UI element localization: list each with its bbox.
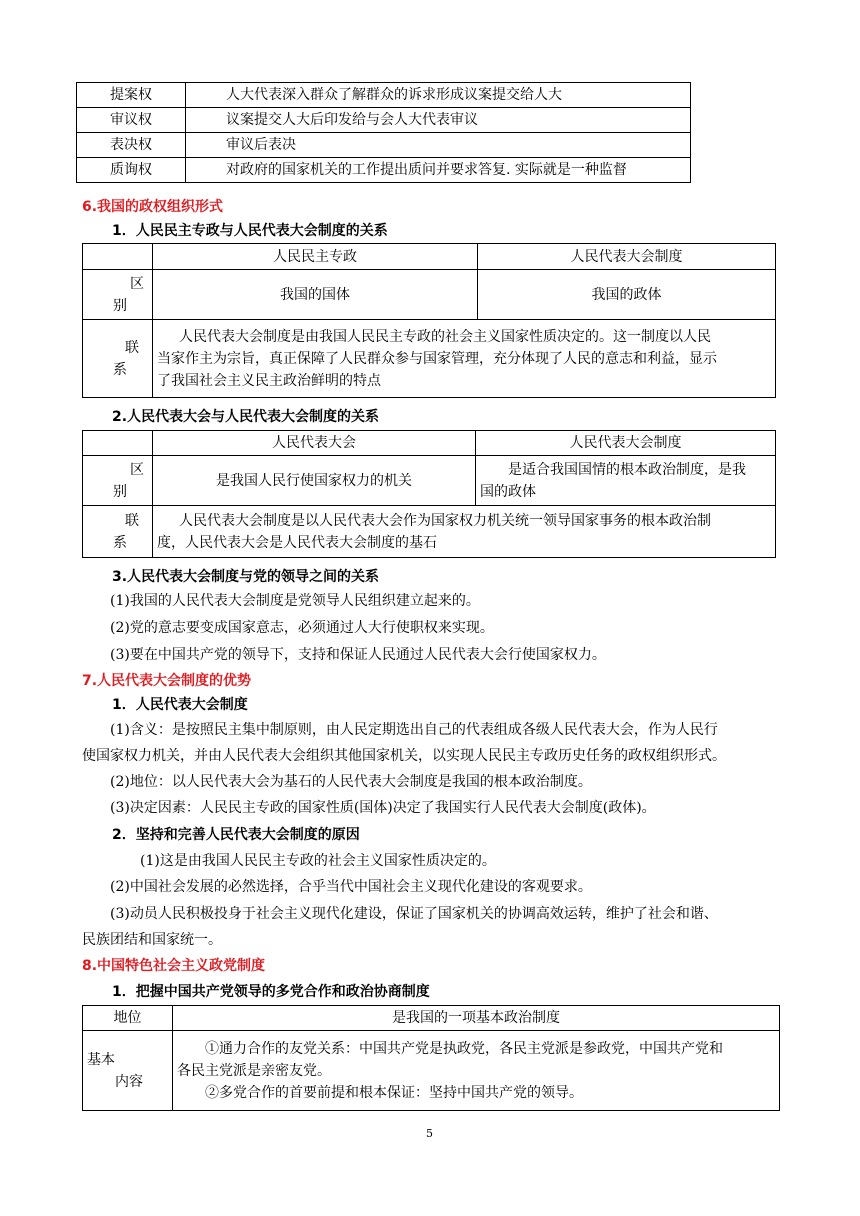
row-label-relation: 联 系 [83,506,153,558]
relation-text: 人民代表大会制度是由我国人民民主专政的社会主义国家性质决定的。这一制度以人民 当家作主为宗旨，真正保障了人民群众参与国家管理，充分体现了人民的意志和利益，显示 了我国社会主义民主政治鲜明的特点 [153,320,776,398]
row-label-difference: 区 别 [83,270,153,320]
row-label-relation: 联 系 [83,320,153,398]
table-row [77,158,691,183]
table-row [83,506,776,558]
cell-value: 是我国的一项基本政治制度 [173,1006,780,1031]
section-8-heading: 8.中国特色社会主义政党制度 [82,958,266,974]
cell-value: 我国的国体 [153,270,478,320]
power-desc: 审议后表决 [186,133,691,158]
power-desc: 对政府的国家机关的工作提出质问并要求答复. 实际就是一种监督 [186,158,691,183]
row-label-content: 基本 内容 [83,1031,173,1111]
row-label-difference: 区 别 [83,456,153,506]
paragraph: (2)党的意志要变成国家意志，必须通过人大行使职权来实现。 [110,620,494,636]
sec6-sub2-heading: 2.人民代表大会与人民代表大会制度的关系 [112,409,380,425]
table-row [77,83,691,108]
section-6-heading: 6.我国的政权组织形式 [82,199,224,215]
paragraph: (2)中国社会发展的必然选择，合乎当代中国社会主义现代化建设的客观要求。 [110,879,592,895]
table-row [83,456,776,506]
power-desc: 议案提交人大后印发给与会人大代表审议 [186,108,691,133]
cell-value: 是适合我国国情的根本政治制度，是我 国的政体 [476,456,776,506]
paragraph: (3)要在中国共产党的领导下，支持和保证人民通过人民代表大会行使国家权力。 [110,647,606,663]
table-header-row [83,244,776,270]
section-7-heading: 7.人民代表大会制度的优势 [82,673,252,689]
table-row [83,320,776,398]
table-row [83,1006,780,1031]
sec6-sub3-heading: 3.人民代表大会制度与党的领导之间的关系 [112,569,380,585]
powers-table [76,82,691,183]
paragraph: (1)含义：是按照民主集中制原则，由人民定期选出自己的代表组成各级人民代表大会，作为人民行 [110,722,718,738]
cell-value: 我国的政体 [478,270,776,320]
dictatorship-vs-congress-table [82,243,776,398]
power-name: 提案权 [77,83,186,108]
sec7-sub1-heading: 1．人民代表大会制度 [112,697,248,713]
content-text: ①通力合作的友党关系：中国共产党是执政党，各民主党派是参政党，中国共产党和 各民主党派是亲密友党。 ②多党合作的首要前提和根本保证：坚持中国共产党的领导。 [173,1031,780,1111]
paragraph: 民族团结和国家统一。 [82,932,222,948]
sec6-sub1-heading: 1．人民民主专政与人民代表大会制度的关系 [112,223,388,239]
sec7-sub2-heading: 2．坚持和完善人民代表大会制度的原因 [112,827,360,843]
paragraph: (2)地位：以人民代表大会为基石的人民代表大会制度是我国的根本政治制度。 [110,774,592,790]
paragraph: (3)决定因素：人民民主专政的国家性质(国体)决定了我国实行人民代表大会制度(政体)。 [110,800,656,816]
table-header-row [83,431,776,456]
congress-vs-system-table [82,430,776,558]
column-header: 人民代表大会 [153,431,476,456]
power-name: 质询权 [77,158,186,183]
power-name: 审议权 [77,108,186,133]
paragraph: (1)这是由我国人民民主专政的社会主义国家性质决定的。 [140,853,496,869]
column-header: 人民代表大会制度 [476,431,776,456]
table-row [83,1031,780,1111]
cell-value: 是我国人民行使国家权力的机关 [153,456,476,506]
column-header: 人民民主专政 [153,244,478,270]
paragraph: (1)我国的人民代表大会制度是党领导人民组织建立起来的。 [110,593,480,609]
power-desc: 人大代表深入群众了解群众的诉求形成议案提交给人大 [186,83,691,108]
paragraph: (3)动员人民积极投身于社会主义现代化建设，保证了国家机关的协调高效运转，维护了社会和谐、 [110,906,718,922]
table-row [77,133,691,158]
column-header: 人民代表大会制度 [478,244,776,270]
power-name: 表决权 [77,133,186,158]
table-row [83,270,776,320]
paragraph: 使国家权力机关，并由人民代表大会组织其他国家机关，以实现人民民主专政历史任务的政权组织形式。 [82,748,726,764]
page-number: 5 [426,1127,433,1140]
relation-text: 人民代表大会制度是以人民代表大会作为国家权力机关统一领导国家事务的根本政治制 度，人民代表大会是人民代表大会制度的基石 [153,506,776,558]
party-system-table [82,1005,780,1111]
sec8-sub1-heading: 1．把握中国共产党领导的多党合作和政治协商制度 [112,984,430,1000]
table-row [77,108,691,133]
row-label-position: 地位 [83,1006,173,1031]
